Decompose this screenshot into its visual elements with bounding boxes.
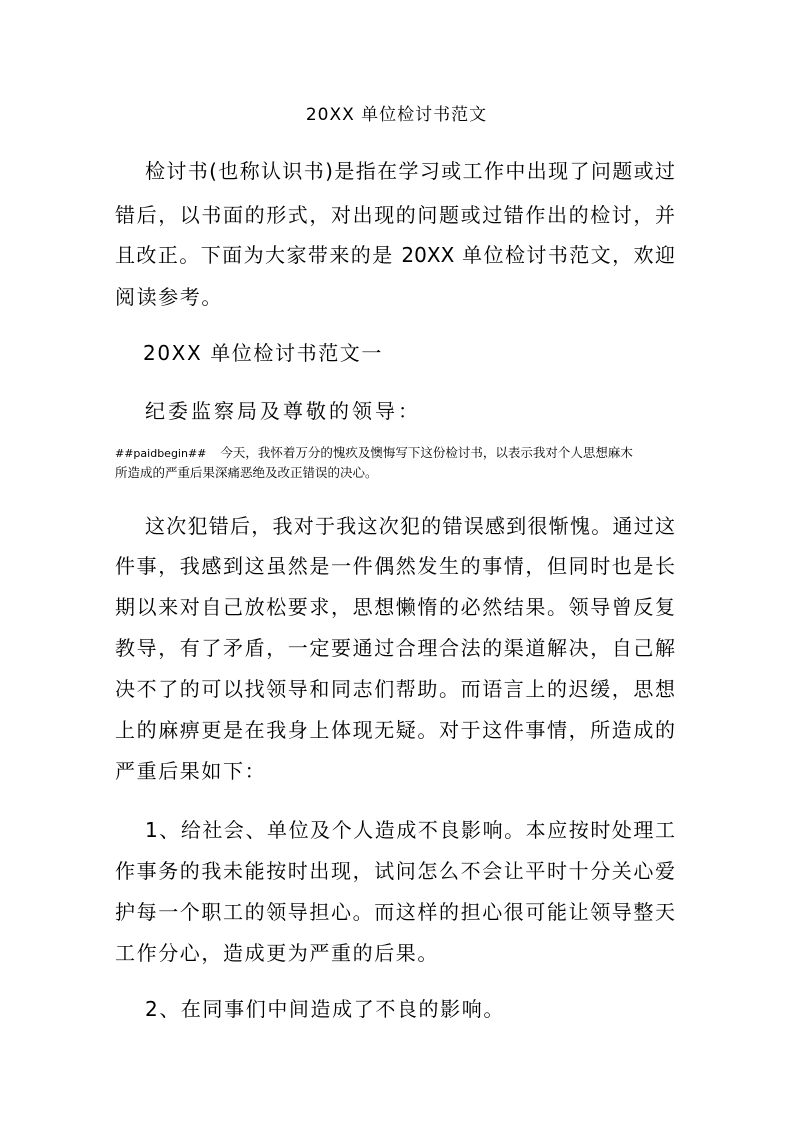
list-item-line: 1、给社会、单位及个人造成不良影响。本应按时处理工: [145, 818, 675, 842]
list-item-line: 护每一个职工的领导担心。而这样的担心很可能让领导整天: [115, 900, 675, 924]
list-item-line: 2、在同事们中间造成了不良的影响。: [145, 997, 505, 1021]
list-item-line: 工作分心，造成更为严重的后果。: [115, 941, 439, 965]
intro-line: 错后，以书面的形式，对出现的问题或过错作出的检讨，并: [115, 203, 675, 227]
body-line: 件事，我感到这虽然是一件偶然发生的事情，但同时也是长: [115, 554, 675, 578]
body-line: 决不了的可以找领导和同志们帮助。而语言上的迟缓，思想: [115, 677, 675, 701]
salutation: 纪委监察局及尊敬的领导：: [145, 399, 421, 423]
small-paragraph-line: [115, 444, 675, 463]
body-line: 这次犯错后，我对于我这次犯的错误感到很惭愧。通过这: [145, 514, 675, 538]
paid-tag: ##paidbegin##: [115, 447, 207, 460]
document-title: 20XX 单位检讨书范文: [305, 105, 488, 125]
small-paragraph-line: 所造成的严重后果深痛恶绝及改正错误的决心。: [115, 465, 378, 480]
intro-line: 阅读参考。: [115, 285, 223, 309]
body-line: 期以来对自己放松要求，思想懒惰的必然结果。领导曾反复: [115, 595, 675, 619]
body-line: 上的麻痹更是在我身上体现无疑。对于这件事情，所造成的: [115, 718, 675, 742]
body-line: 严重后果如下：: [115, 759, 267, 783]
intro-line: 检讨书(也称认识书)是指在学习或工作中出现了问题或过: [145, 159, 675, 183]
intro-line: 且改正。下面为大家带来的是 20XX 单位检讨书范文，欢迎: [115, 243, 675, 267]
section-heading: 20XX 单位检讨书范文一: [143, 341, 384, 365]
body-line: 教导，有了矛盾，一定要通过合理合法的渠道解决，自己解: [115, 636, 675, 660]
list-item-line: 作事务的我未能按时出现，试问怎么不会让平时十分关心爱: [115, 859, 675, 883]
small-paragraph-text: 今天，我怀着万分的愧疚及懊悔写下这份检讨书，以表示我对个人思想麻木: [220, 445, 633, 460]
